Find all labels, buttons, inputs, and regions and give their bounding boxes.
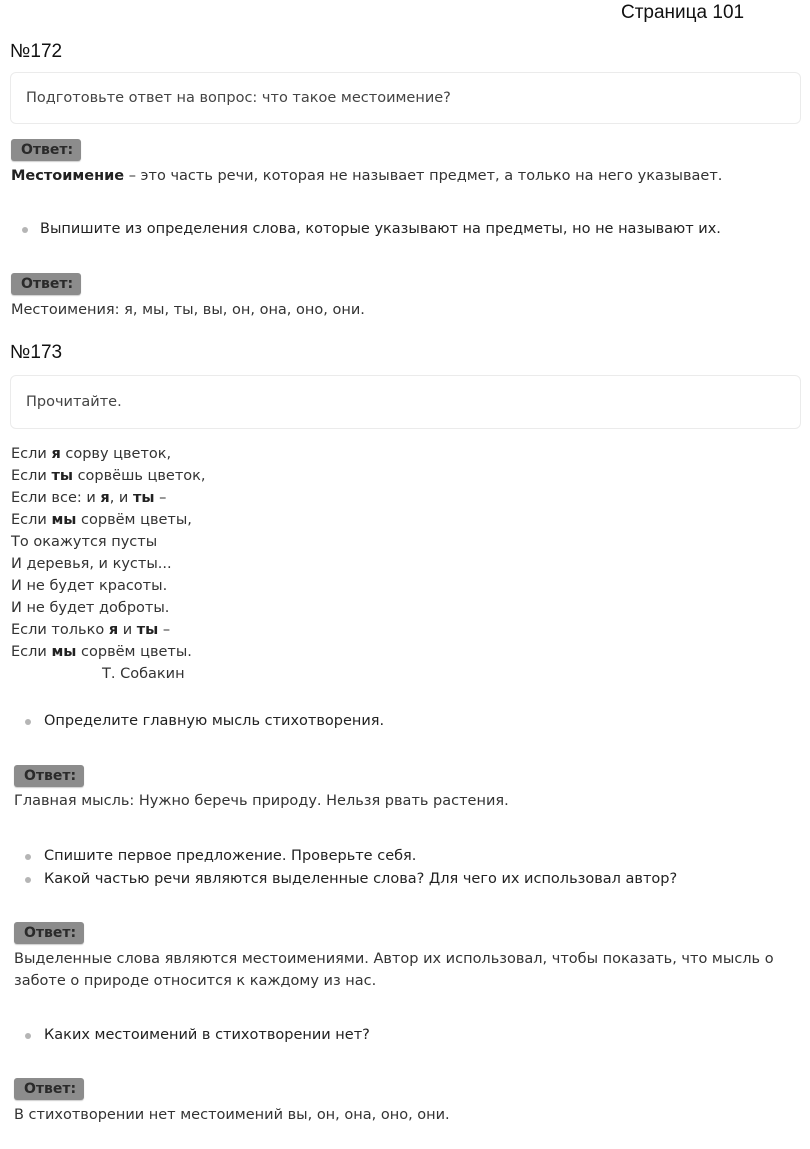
definition-term: Местоимение [11, 168, 125, 184]
poem-line: Если мы сорвём цветы. [11, 644, 192, 660]
definition-text [11, 168, 722, 184]
poem-line: Если мы сорвём цветы, [11, 512, 192, 528]
exercise-172-answer: Местоимения: я, мы, ты, вы, он, она, оно, они. [11, 302, 365, 318]
poem-line: Если я сорву цветок, [11, 446, 172, 462]
exercise-172-task-box [10, 72, 801, 124]
exercise-173-question-3: Какой частью речи являются выделенные слова? Для чего их использовал автор? [44, 871, 678, 887]
poem-line: Если только я и ты – [11, 622, 171, 638]
exercise-172-bullet: Выпишите из определения слова, которые указывают на предметы, но не называют их. [40, 221, 721, 237]
bullet-dot [25, 854, 31, 860]
answer-badge: Ответ: [14, 1078, 84, 1100]
bullet-dot [25, 719, 31, 725]
exercise-173-answer-3: В стихотворении нет местоимений вы, он, она, оно, они. [14, 1107, 450, 1123]
bullet-dot [25, 877, 31, 883]
bullet-dot [25, 1033, 31, 1039]
poem-author: Т. Собакин [102, 666, 185, 682]
exercise-173-task-box [10, 375, 801, 429]
poem-line: И не будет красоты. [11, 578, 168, 594]
answer-badge: Ответ: [11, 139, 81, 161]
poem-line: Если ты сорвёшь цветок, [11, 468, 206, 484]
answer-badge: Ответ: [14, 765, 84, 787]
poem-line: И не будет доброты. [11, 600, 170, 616]
answer-badge: Ответ: [14, 922, 84, 944]
exercise-173-answer-2-line-2: заботе о природе относится к каждому из нас. [14, 973, 377, 989]
answer-badge: Ответ: [11, 273, 81, 295]
exercise-173-answer-1: Главная мысль: Нужно беречь природу. Нельзя рвать растения. [14, 793, 509, 809]
poem-line: То окажутся пусты [11, 534, 158, 550]
exercise-172-task: Подготовьте ответ на вопрос: что такое местоимение? [26, 90, 451, 106]
exercise-173-question-4: Каких местоимений в стихотворении нет? [44, 1027, 370, 1043]
poem-line: И деревья, и кусты... [11, 556, 172, 572]
exercise-173-number: №173 [10, 342, 63, 363]
poem-line: Если все: и я, и ты – [11, 490, 167, 506]
exercise-173-task: Прочитайте. [26, 394, 122, 410]
exercise-173-question-1: Определите главную мысль стихотворения. [44, 713, 385, 729]
definition-rest: – это часть речи, которая не называет предмет, а только на него указывает. [124, 168, 723, 184]
exercise-172-number: №172 [10, 41, 63, 62]
bullet-dot [22, 227, 28, 233]
exercise-173-question-2: Спишите первое предложение. Проверьте себя. [44, 848, 417, 864]
exercise-173-answer-2-line-1: Выделенные слова являются местоимениями. Автор их использовал, чтобы показать, что мысль о [14, 951, 774, 967]
page-label: Страница 101 [621, 2, 745, 23]
